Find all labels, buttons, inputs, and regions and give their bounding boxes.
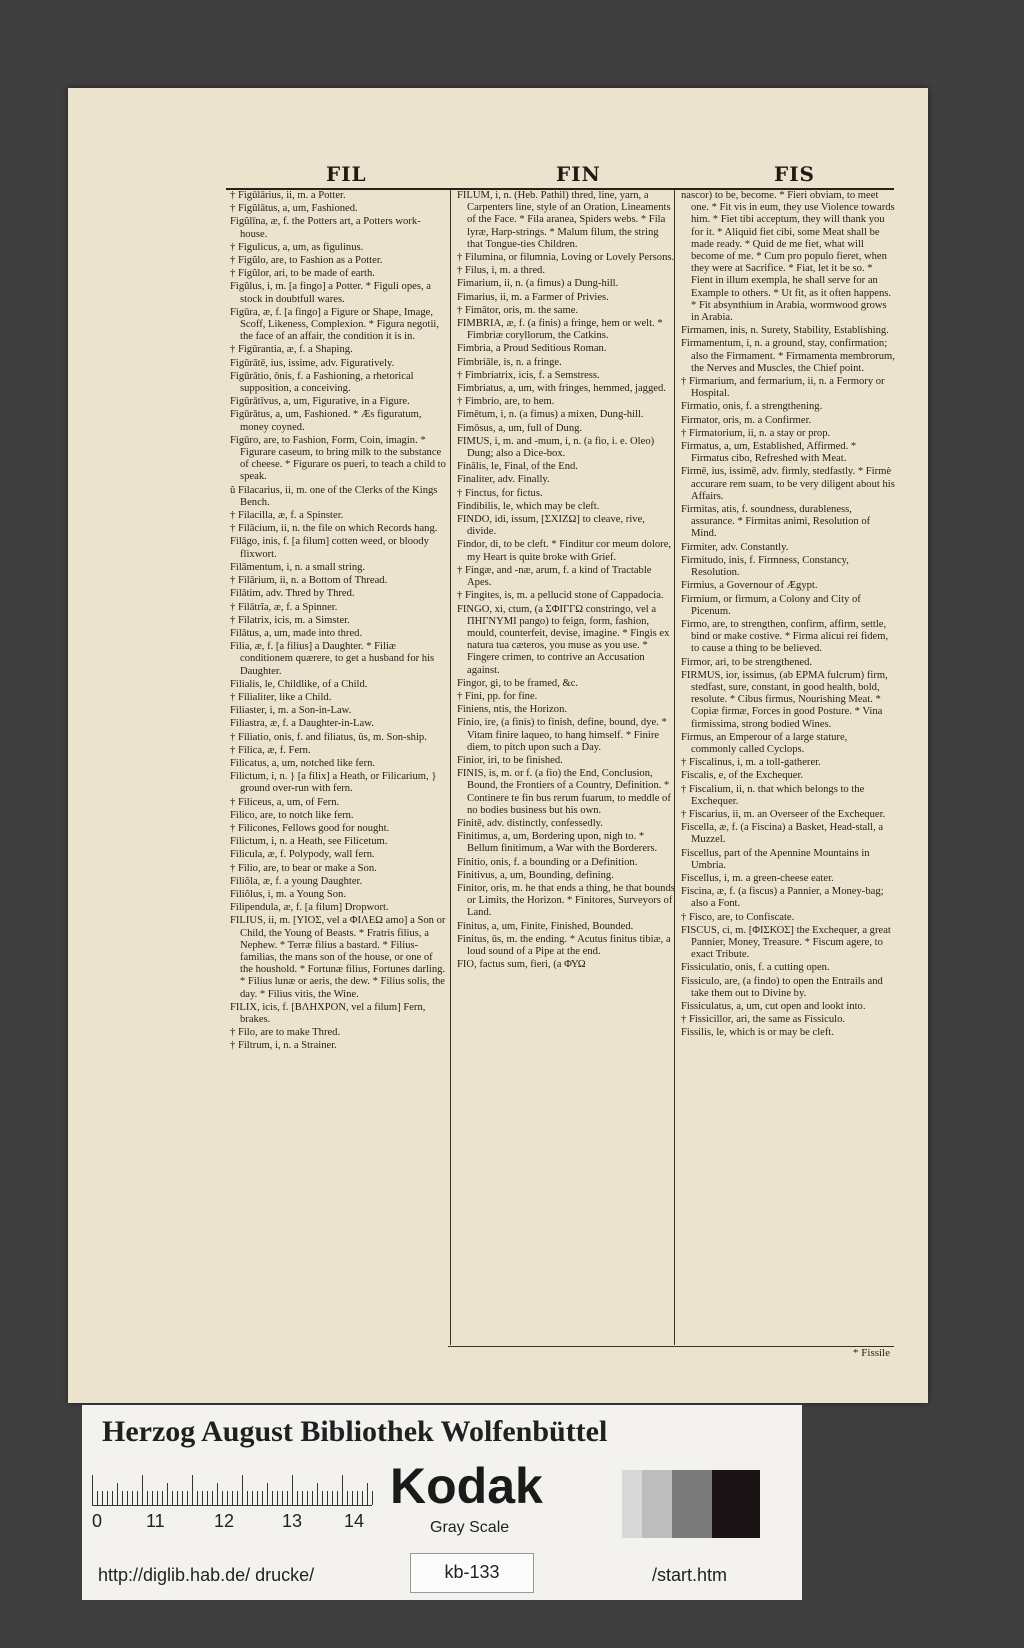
dictionary-entry: Filātus, a, um, made into thred.	[230, 627, 363, 639]
dictionary-entry: ŭ Filacarius, ii, m. one of the Clerks of the Kings Bench.	[230, 484, 438, 508]
ruler-tick	[232, 1491, 233, 1505]
dictionary-entry: † Fimātor, oris, m. the same.	[457, 304, 579, 316]
scale-ruler	[92, 1475, 372, 1506]
ruler-tick	[132, 1491, 133, 1505]
dictionary-entry: † Figūlārius, ii, m. a Potter.	[230, 190, 346, 201]
dictionary-entry: † Figulicus, a, um, as figulinus.	[230, 241, 364, 253]
dictionary-entry: FIMUS, i, m. and -mum, i, n. (a fio, i. e. Oleo) Dung; also a Dice-box.	[457, 435, 655, 460]
dictionary-entry: Fimōsus, a, um, full of Dung.	[457, 422, 583, 434]
dictionary-entry: Firmo, are, to strengthen, confirm, affirm, settle, bind or make costive. * Firma alicui rei fidem, to cause a thing to be believed.	[681, 618, 889, 655]
dictionary-entry: † Filialiter, like a Child.	[230, 691, 332, 703]
dictionary-entry: Firmator, oris, m. a Confirmer.	[681, 414, 812, 426]
ruler-tick	[337, 1491, 338, 1505]
dictionary-entry: Fimarium, ii, n. (a fimus) a Dung-hill.	[457, 278, 619, 290]
ruler-tick	[282, 1491, 283, 1505]
gray-scale-label: Gray Scale	[430, 1519, 510, 1536]
ruler-tick	[152, 1491, 153, 1505]
running-head-left: FIL	[326, 162, 367, 186]
ruler-tick	[107, 1491, 108, 1505]
dictionary-entry: Firmius, a Governour of Ægypt.	[681, 580, 818, 592]
dictionary-entry: Filialis, le, Childlike, of a Child.	[230, 678, 368, 690]
ruler-tick	[327, 1491, 328, 1505]
ruler-tick	[197, 1491, 198, 1505]
ruler-tick	[297, 1491, 298, 1505]
ruler-tick	[347, 1491, 348, 1505]
dictionary-entry: † Figŭlātus, a, um, Fashioned.	[230, 203, 358, 215]
dictionary-entry: FINDO, idi, issum, [ΣΧΙΖΩ] to cleave, rive, divide.	[457, 514, 645, 538]
running-head	[226, 160, 894, 190]
dictionary-entry: Finitus, a, um, Finite, Finished, Bounded.	[457, 920, 634, 932]
dictionary-entry: Firmitudo, inis, f. Firmness, Constancy, Resolution.	[681, 554, 849, 579]
ruler-tick	[127, 1491, 128, 1505]
running-head-center: FIN	[556, 162, 601, 186]
dictionary-entry: Fimbriatus, a, um, with fringes, hemmed, jagged.	[457, 383, 666, 395]
dictionary-entry: Fiscalis, e, of the Exchequer.	[681, 770, 804, 782]
ruler-tick	[207, 1491, 208, 1505]
ruler-tick	[137, 1491, 138, 1505]
ruler-tick	[212, 1491, 213, 1505]
ruler-tick	[362, 1491, 363, 1505]
dictionary-entry: FILUM, i, n. (Heb. Pathil) thred, line, yarn, a Carpenters line, style of an Oration, Lineaments of the Face. * Fila aranea, Spiders webs. * Fila lyræ, Harp-strings. * Malum filum, the string that Tongue-ties Children.	[457, 190, 671, 250]
shelf-code: kb-133	[444, 1562, 500, 1582]
dictionary-columns	[226, 190, 894, 1345]
dictionary-entry: Filāgo, inis, f. [a filum] cotten weed, or bloody flixwort.	[230, 536, 429, 560]
dictionary-entry: † Filātrĭa, æ, f. a Spinner.	[230, 601, 338, 613]
ruler-tick	[372, 1491, 373, 1505]
dictionary-entry: Firmitas, atis, f. soundness, durableness, assurance. * Firmitas animi, Resolution of Mind.	[681, 504, 871, 540]
dictionary-entry: Firmamen, inis, n. Surety, Stability, Establishing.	[681, 325, 889, 337]
ruler-tick	[277, 1491, 278, 1505]
dictionary-entry: Firmium, or firmum, a Colony and City of Picenum.	[681, 593, 861, 617]
dictionary-entry: FIO, factus sum, fieri, (a ΦΥΩ	[457, 959, 586, 971]
dictionary-entry: Fimbriāle, is, n. a fringe.	[457, 356, 562, 368]
dictionary-entry: Fissiculo, are, (a findo) to open the Entrails and take them out to Divine by.	[681, 975, 883, 999]
dictionary-entry: Filāmentum, i, n. a small string.	[230, 561, 366, 573]
ruler-tick	[122, 1491, 123, 1505]
library-name: Herzog August Bibliothek Wolfenbüttel	[102, 1415, 608, 1448]
dictionary-entry: FIRMUS, ior, issimus, (ab ΕΡΜΑ fulcrum) firm, stedfast, sure, constant, in good health, bold, resolute. * Cibus firmus, Nourishing Meat. * Copiæ firmæ, Forces in good Posture. * Vina firmissima, strong bodied Wines.	[681, 669, 888, 730]
book-page	[68, 88, 928, 1403]
ruler-tick	[192, 1475, 193, 1505]
dictionary-entry: Firmamentum, i, n. a ground, stay, confirmation; also the Firmament. * Firmamenta membrorum, the Nerves and Muscles, the Chief point.	[681, 338, 895, 374]
ruler-tick	[162, 1491, 163, 1505]
dictionary-entry: Filiŏla, æ, f. a young Daughter.	[230, 875, 363, 887]
dictionary-entry: † Figūrantia, æ, f. a Shaping.	[230, 344, 353, 356]
dictionary-entry: Firmus, an Emperour of a large stature, commonly called Cyclops.	[681, 731, 848, 755]
dictionary-entry: Figŭlīna, æ, f. the Potters art, a Potters work-house.	[230, 216, 421, 240]
ruler-tick	[217, 1483, 218, 1505]
dictionary-entry: † Finctus, for fictus.	[457, 487, 543, 499]
ruler-tick	[317, 1483, 318, 1505]
dictionary-entry: Figūrātio, ōnis, f. a Fashioning, a rhetorical supposition, a conceiving.	[230, 370, 414, 395]
ruler-tick	[322, 1491, 323, 1505]
dictionary-entry: Filico, are, to notch like fern.	[230, 809, 354, 821]
dictionary-entry: Fingor, gi, to be framed, &c.	[457, 677, 579, 689]
dictionary-entry: Filiastra, æ, f. a Daughter-in-Law.	[230, 718, 374, 730]
dictionary-entry: nascor) to be, become. * Fieri obviam, to meet one. * Fit vis in eum, they use Violence towards him. * Fiet tibi acceptum, they will thank you for it. * Aliquid fiet cibi, some Meat shall be made ready. * Quid de me fiet, what will become of me. * Cum pro populo fieret, when they were at Sacrifice. * Fiat, let it be so. * Fient in illum exempla, he shall serve for an Example to others. * Ut fit, as it often happens. * Fit absynthium in Arabia, wormwood grows in Arabia.	[681, 190, 895, 324]
dictionary-entry: † Figŭlo, are, to Fashion as a Potter.	[230, 255, 383, 267]
ruler-tick	[102, 1491, 103, 1505]
column-3	[674, 190, 895, 1345]
dictionary-entry: † Filica, æ, f. Fern.	[230, 744, 311, 756]
dictionary-entry: Firmiter, adv. Constantly.	[681, 541, 789, 553]
ruler-number: 13	[282, 1511, 303, 1531]
dictionary-entry: Figūra, æ, f. [a fingo] a Figure or Shape, Image, Scoff, Likeness, Complexion. * Figura negotii, the face of an affair, the condition it is in.	[230, 306, 440, 343]
dictionary-entry: Finitus, ūs, m. the ending. * Acutus finitus tibiæ, a loud sound of a Pipe at the end.	[457, 933, 671, 957]
catchword: * Fissile	[853, 1347, 890, 1359]
dictionary-entry: † Fiscalinus, i, m. a toll-gatherer.	[681, 757, 821, 769]
dictionary-entry: † Filus, i, m. a thred.	[457, 265, 545, 277]
ruler-tick	[312, 1491, 313, 1505]
ruler-tick	[177, 1491, 178, 1505]
dictionary-entry: † Figŭlor, ari, to be made of earth.	[230, 268, 375, 280]
dictionary-entry: FISCUS, ci, m. [ΦΙΣΚΟΣ] the Exchequer, a great Pannier, Money, Treasure. * Fiscum agere, to exact Tribute.	[681, 924, 891, 961]
ruler-tick	[332, 1491, 333, 1505]
dictionary-entry: † Filatrix, icis, m. a Simster.	[230, 614, 350, 626]
dictionary-entry: † Filacilla, æ, f. a Spinster.	[230, 510, 344, 522]
dictionary-entry: † Filārium, ii, n. a Bottom of Thread.	[230, 575, 388, 587]
dictionary-entry: † Filiatio, onis, f. and filiatus, ûs, m. Son-ship.	[230, 731, 427, 743]
dictionary-entry: Fimbria, a Proud Seditious Roman.	[457, 343, 607, 355]
ruler-tick	[357, 1491, 358, 1505]
dictionary-entry: Filātim, adv. Thred by Thred.	[230, 588, 355, 600]
ruler-tick	[272, 1491, 273, 1505]
dictionary-entry: Firmor, ari, to be strengthened.	[681, 656, 813, 668]
dictionary-entry: Filiŏlus, i, m. a Young Son.	[230, 888, 346, 900]
dictionary-entry: Fissiculatus, a, um, cut open and lookt into.	[681, 1001, 866, 1012]
color-target-card	[82, 1405, 802, 1600]
ruler-tick	[287, 1491, 288, 1505]
code-box	[410, 1553, 534, 1593]
dictionary-entry: Fimētum, i, n. (a fimus) a mixen, Dung-hill.	[457, 409, 644, 421]
dictionary-entry: Findor, di, to be cleft. * Finditur cor meum dolore, my Heart is quite broke with Grief.	[457, 539, 672, 563]
ruler-tick	[262, 1491, 263, 1505]
ruler-tick	[172, 1491, 173, 1505]
dictionary-entry: Fiscellus, i, m. a green-cheese eater.	[681, 872, 834, 884]
dictionary-entry: Firmatio, onis, f. a strengthening.	[681, 401, 823, 413]
ruler-tick	[142, 1475, 143, 1505]
ruler-tick	[187, 1491, 188, 1505]
dictionary-entry: † Filio, are, to bear or make a Son.	[230, 862, 377, 874]
dictionary-entry: † Fini, pp. for fine.	[457, 690, 538, 702]
ruler-tick	[182, 1491, 183, 1505]
dictionary-entry: Finitio, onis, f. a bounding or a Definition.	[457, 856, 638, 868]
ruler-number: 12	[214, 1511, 235, 1531]
ruler-tick	[342, 1475, 343, 1505]
dictionary-entry: FINIS, is, m. or f. (a fio) the End, Conclusion, Bound, the Frontiers of a Country, Definition. * Continere te fin bus rerum fuarum, to meddle of no bodies business but his own.	[457, 768, 671, 816]
dictionary-entry: † Filicones, Fellows good for nought.	[230, 822, 390, 834]
dictionary-entry: Filictum, i, n. } [a filix] a Heath, or Filicarium, } ground over-run with fern.	[230, 771, 437, 795]
running-head-right: FIS	[774, 162, 815, 186]
dictionary-entry: Firmē, ius, issimē, adv. firmly, stedfastly. * Firmè accurare rem suam, to be very diligent about his Affairs.	[681, 466, 895, 502]
dictionary-entry: † Firmatorium, ii, n. a stay or prop.	[681, 427, 831, 439]
dictionary-entry: Filictum, i, n. a Heath, see Filicetum.	[230, 836, 388, 848]
ruler-tick	[227, 1491, 228, 1505]
dictionary-entry: FINGO, xi, ctum, (a ΣΦΙΓΓΩ constringo, vel a ΠΗΓΝΥΜΙ pango) to feign, form, fashion, mould, counterfeit, devise, imagine. * Fingis ex natura tua cæteros, you muse as you use. * Fingere crimen, to contrive an Accusation against.	[457, 603, 670, 676]
ruler-tick	[97, 1491, 98, 1505]
kodak-logo: Kodak	[390, 1458, 543, 1514]
dictionary-entry: † Fingæ, and -næ, arum, f. a kind of Tractable Apes.	[457, 564, 652, 589]
dictionary-entry: † Fimbrio, are, to hem.	[457, 396, 555, 408]
dictionary-entry: † Filiceus, a, um, of Fern.	[230, 796, 340, 808]
ruler-tick	[307, 1491, 308, 1505]
dictionary-entry: Figūrātus, a, um, Fashioned. * Æs figuratum, money coyned.	[230, 409, 422, 433]
bottom-rule	[448, 1346, 894, 1347]
dictionary-entry: Finior, iri, to be finished.	[457, 754, 563, 766]
ruler-tick	[112, 1491, 113, 1505]
dictionary-entry: FILIX, icis, f. [ΒΛΗΧΡΟΝ, vel a filum] Fern, brakes.	[230, 1001, 426, 1025]
ruler-tick	[222, 1491, 223, 1505]
dictionary-entry: Finitimus, a, um, Bordering upon, nigh to. * Bellum finitimum, a War with the Borderers.	[457, 831, 658, 855]
ruler-tick	[242, 1475, 243, 1505]
ruler-tick	[157, 1491, 158, 1505]
dictionary-entry: † Fissicillor, ari, the same as Fissiculo.	[681, 1014, 846, 1026]
ruler-tick	[202, 1491, 203, 1505]
ruler-tick	[352, 1491, 353, 1505]
dictionary-entry: † Filācium, ii, n. the file on which Records hang.	[230, 523, 438, 535]
dictionary-entry: Figūro, are, to Fashion, Form, Coin, imagin. * Figurare caseum, to bring milk to the substance of cheese. * Figurare os pueri, to teach a child to speak.	[230, 434, 446, 483]
dictionary-entry: Fiscina, æ, f. (a fiscus) a Pannier, a Money-bag; also a Font.	[681, 886, 884, 910]
dictionary-entry: Firmatus, a, um, Established, Affirmed. * Firmatus cibo, Refreshed with Meat.	[681, 441, 857, 465]
dictionary-entry: Figŭlus, i, m. [a fingo] a Potter. * Figuli opes, a stock in doubtfull wares.	[230, 281, 431, 305]
dictionary-entry: † Fiscalium, ii, n. that which belongs to the Exchequer.	[681, 783, 865, 807]
source-url: http://diglib.hab.de/ drucke/	[98, 1565, 315, 1585]
ruler-tick	[237, 1491, 238, 1505]
ruler-tick	[247, 1491, 248, 1505]
page-text-block	[226, 160, 894, 1388]
dictionary-entry: † Fiscarius, ii, m. an Overseer of the Exchequer.	[681, 808, 886, 820]
dictionary-entry: FILIUS, ii, m. [ΥΙΟΣ, vel a ΦΙΛΕΩ amo] a Son or Child, the Young of Beasts. * Fratris filius, a Nephew. * Terræ filius a bastard. * Filius-familias, the mans son of the house, or one of the houshold. * Fortunæ filius, Fortunes darling. * Filius lunæ or aeris, the dew. * Filius solis, the day. * Filius vitis, the Wine.	[230, 915, 446, 1000]
dictionary-entry: Finālis, le, Final, of the End.	[457, 461, 578, 473]
ruler-tick	[252, 1491, 253, 1505]
dictionary-entry: † Fisco, are, to Confiscate.	[681, 911, 795, 923]
ruler-number: 11	[146, 1511, 165, 1531]
dictionary-entry: Filicatus, a, um, notched like fern.	[230, 757, 376, 769]
ruler-tick	[92, 1475, 93, 1505]
ruler-tick	[147, 1491, 148, 1505]
ruler-tick	[292, 1475, 293, 1505]
dictionary-entry: Finiens, ntis, the Horizon.	[457, 704, 568, 716]
dictionary-entry: FIMBRIA, æ, f. (a finis) a fringe, hem or welt. * Fimbriæ coryllorum, the Catkins.	[457, 318, 663, 342]
dictionary-entry: Finitē, adv. distinctly, confessedly.	[457, 817, 603, 829]
ruler-tick	[302, 1491, 303, 1505]
dictionary-entry: Fissiculatio, onis, f. a cutting open.	[681, 962, 830, 974]
ruler-tick	[167, 1483, 168, 1505]
dictionary-entry: Fiscella, æ, f. (a Fiscina) a Basket, Head-stall, a Muzzel.	[681, 822, 884, 846]
dictionary-entry: Filiaster, i, m. a Son-in-Law.	[230, 705, 352, 717]
dictionary-entry: Filipendula, æ, f. [a filum] Dropwort.	[230, 902, 389, 914]
dictionary-entry: † Filumina, or filumnia, Loving or Lovely Persons.	[457, 252, 675, 264]
column-1	[226, 190, 448, 1345]
dictionary-entry: † Filtrum, i, n. a Strainer.	[230, 1040, 337, 1052]
ruler-tick	[267, 1483, 268, 1505]
dictionary-entry: † Firmarium, and fermarium, ii, n. a Fermory or Hospital.	[681, 376, 885, 400]
dictionary-entry: Figūrātē, ius, issime, adv. Figuratively.	[230, 357, 395, 369]
dictionary-entry: † Fimbriatrix, icis, f. a Semstress.	[457, 369, 600, 381]
dictionary-entry: † Filo, are to make Thred.	[230, 1027, 341, 1039]
dictionary-entry: Finaliter, adv. Finally.	[457, 474, 550, 486]
ruler-tick	[257, 1491, 258, 1505]
dictionary-entry: Fissilis, le, which is or may be cleft.	[681, 1027, 834, 1039]
ruler-number: 14	[344, 1511, 365, 1531]
dictionary-entry: Fimarius, ii, m. a Farmer of Privies.	[457, 291, 609, 303]
gray-patch-mid-light	[642, 1470, 672, 1538]
dictionary-entry: Finitivus, a, um, Bounding, defining.	[457, 869, 614, 881]
dictionary-entry: Finio, ire, (a finis) to finish, define, bound, dye. * Vitam finire laqueo, to hang himself. * Finire diem, to pitch upon such a Day.	[457, 717, 667, 753]
url-suffix: /start.htm	[652, 1565, 728, 1585]
dictionary-entry: Figūrātīvus, a, um, Figurative, in a Figure.	[230, 396, 410, 408]
dictionary-entry: Findibilis, le, which may be cleft.	[457, 500, 600, 512]
dictionary-entry: Finitor, oris, m. he that ends a thing, he that bounds or Limits, the Horizon. * Finitores, Surveyors of Land.	[457, 882, 675, 919]
column-2	[450, 190, 675, 1345]
dictionary-entry: Filicula, æ, f. Polypody, wall fern.	[230, 849, 375, 861]
dictionary-entry: † Fingites, is, m. a pellucid stone of Cappadocia.	[457, 590, 664, 602]
dictionary-entry: Filia, æ, f. [a filius] a Daughter. * Filiæ conditionem quærere, to get a husband for his Daughter.	[230, 641, 435, 677]
ruler-tick	[367, 1483, 368, 1505]
dictionary-entry: Fiscellus, part of the Apennine Mountains in Umbria.	[681, 847, 870, 871]
gray-patch-dark	[712, 1470, 760, 1538]
ruler-number: 0	[92, 1511, 103, 1531]
ruler-tick	[117, 1483, 118, 1505]
